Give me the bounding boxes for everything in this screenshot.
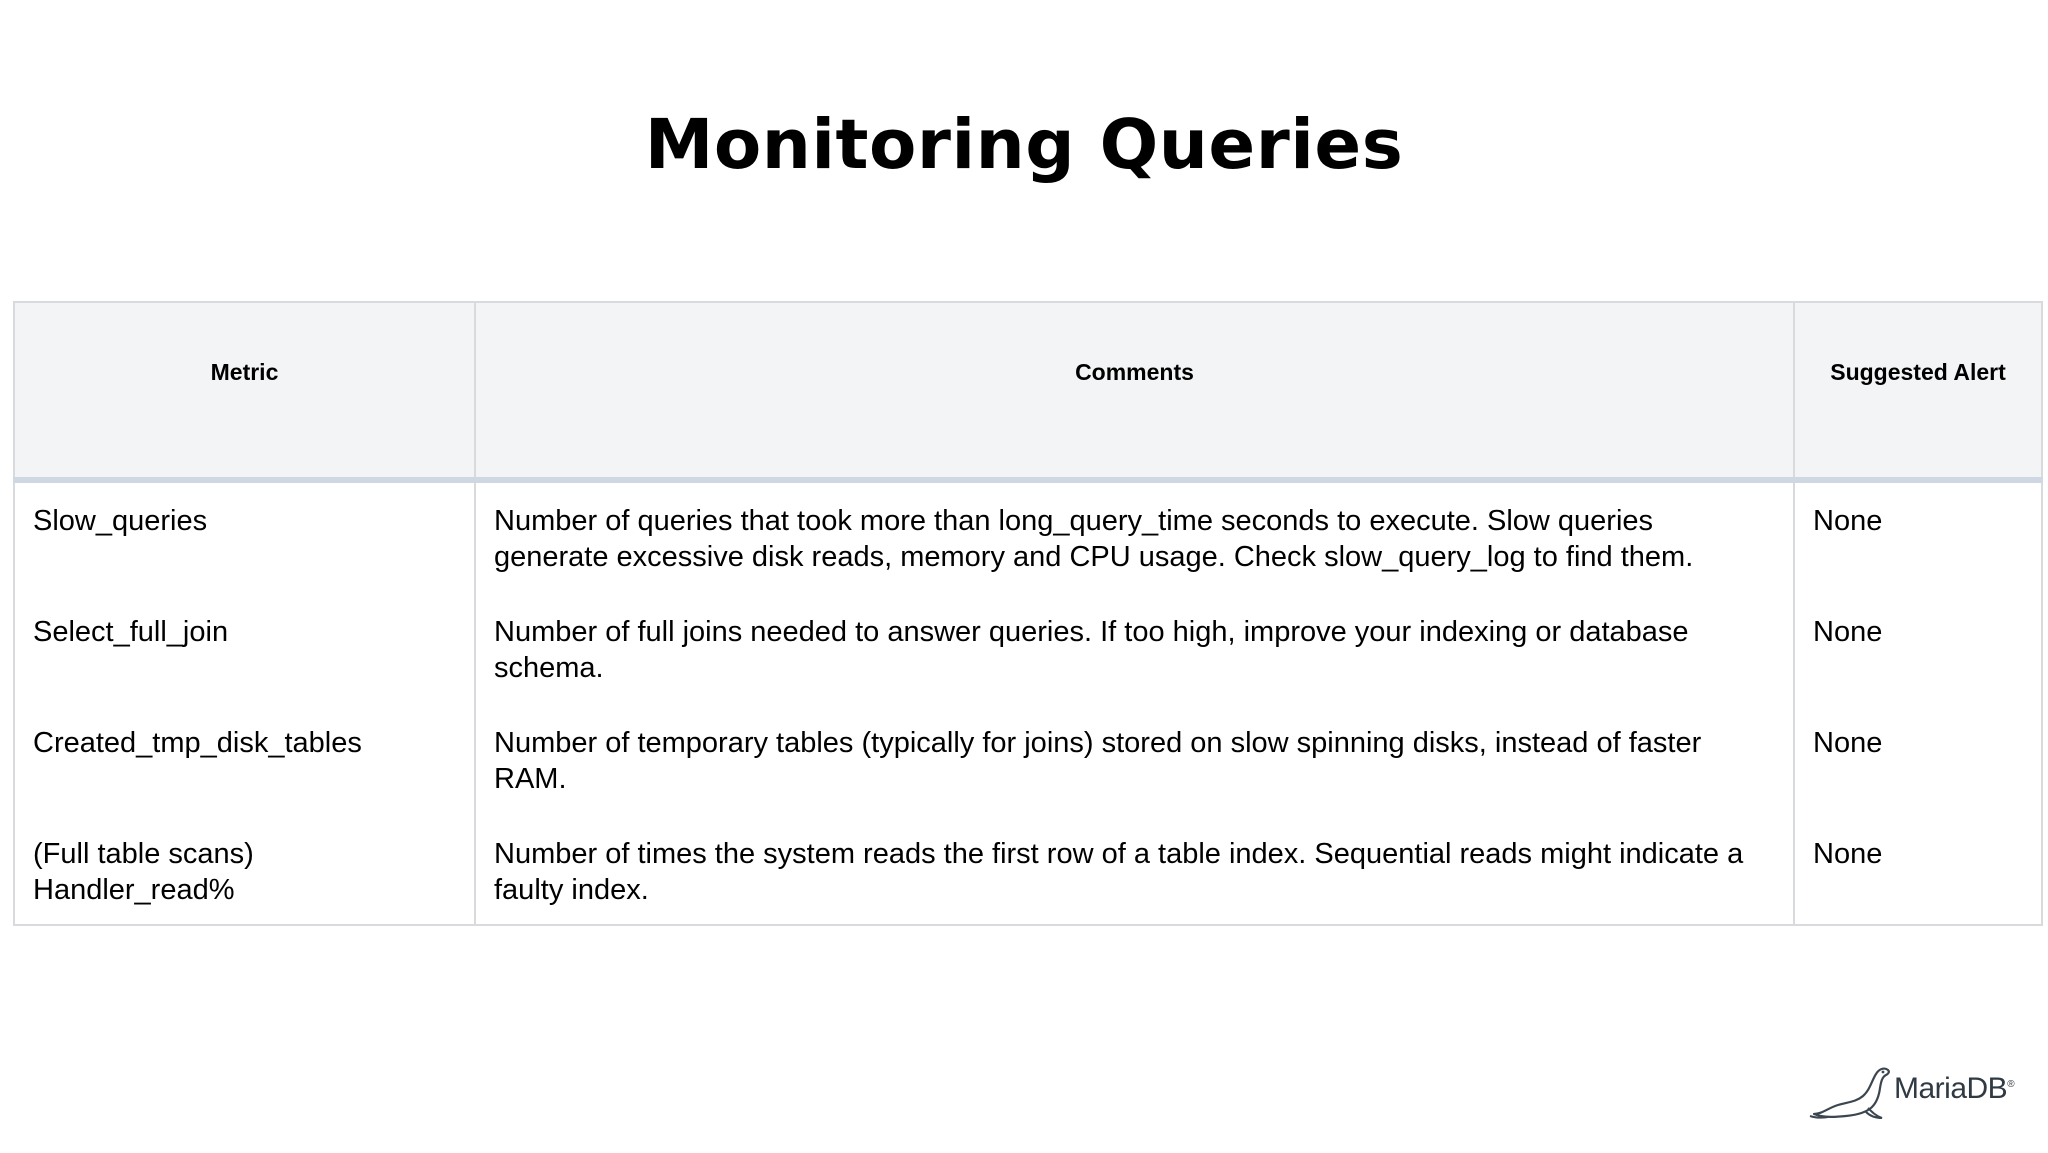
slide-title: Monitoring Queries [644, 105, 1404, 185]
header-suggested-alert: Suggested Alert [1794, 302, 2042, 480]
alert-cell: None [1794, 819, 2042, 925]
comments-cell: Number of full joins needed to answer queries. If too high, improve your indexing or database schema. [475, 597, 1794, 708]
metric-line: (Full table scans) [33, 838, 254, 870]
alert-cell: None [1794, 708, 2042, 819]
header-metric: Metric [14, 302, 475, 480]
comments-cell: Number of queries that took more than long_query_time seconds to execute. Slow queries generate excessive disk reads, memory and CPU usage. Check slow_query_log to find them. [475, 480, 1794, 597]
logo-text: MariaDB® [1894, 1072, 2015, 1105]
metric-cell: Slow_queries [14, 480, 475, 597]
metric-line: Handler_read% [33, 874, 235, 906]
comments-cell: Number of times the system reads the first row of a table index. Sequential reads might indicate a faulty index. [475, 819, 1794, 925]
alert-cell: None [1794, 480, 2042, 597]
metrics-table [13, 301, 2043, 926]
sea-lion-icon [1808, 1058, 1898, 1122]
metric-cell [14, 819, 475, 925]
metric-cell: Created_tmp_disk_tables [14, 708, 475, 819]
mariadb-logo [1808, 1058, 2015, 1122]
table-row [14, 597, 2042, 708]
table-row [14, 480, 2042, 597]
alert-cell: None [1794, 597, 2042, 708]
table-header-row [14, 302, 2042, 480]
comments-cell: Number of temporary tables (typically for joins) stored on slow spinning disks, instead of faster RAM. [475, 708, 1794, 819]
header-comments: Comments [475, 302, 1794, 480]
metric-cell: Select_full_join [14, 597, 475, 708]
table-row [14, 708, 2042, 819]
table-row [14, 819, 2042, 925]
